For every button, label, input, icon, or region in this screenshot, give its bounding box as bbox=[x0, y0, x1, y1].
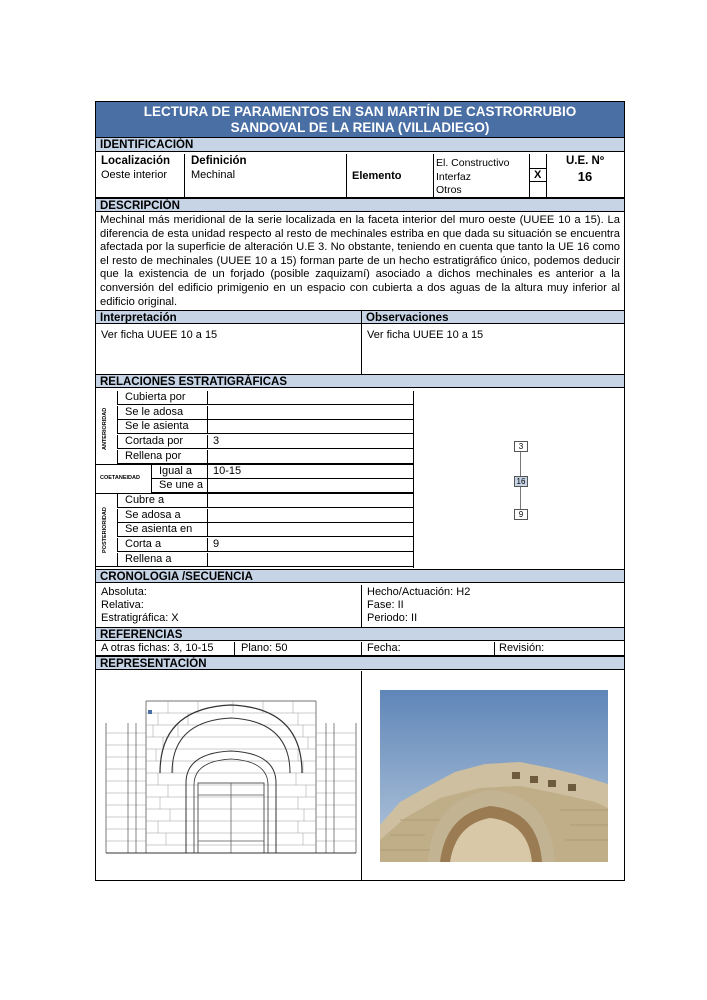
option-constructivo: El. Constructivo bbox=[436, 157, 510, 169]
plano: Plano: 50 bbox=[241, 642, 288, 654]
fecha: Fecha: bbox=[367, 642, 401, 654]
representacion-area bbox=[96, 671, 624, 880]
relation-label: Corta a bbox=[125, 538, 162, 550]
cronologia-row bbox=[96, 585, 624, 627]
otras-fichas: A otras fichas: 3, 10-15 bbox=[101, 642, 214, 654]
relation-label: Se le asienta bbox=[125, 420, 189, 433]
relation-group-label: ANTERIORIDAD bbox=[102, 407, 108, 450]
observaciones-value: Ver ficha UUEE 10 a 15 bbox=[367, 329, 484, 341]
relation-value: 3 bbox=[213, 435, 220, 448]
option-interfaz: Interfaz bbox=[436, 171, 472, 183]
relation-label: Se asienta en bbox=[125, 523, 193, 536]
revision: Revisión: bbox=[499, 642, 545, 654]
sequence-node: 3 bbox=[514, 441, 528, 452]
relation-value: 9 bbox=[213, 538, 220, 550]
descripcion-text: Mechinal más meridional de la serie localizada en la faceta interior del muro oeste (UUEE 10 a 15). La diferencia de esta unidad respecto al resto de mechinales estriba en que dada su situación se encuentra afectada por la superficie de alteración U.E 3. No obstante, teniendo en cuenta que tanto la UE 16 como el resto de mechinales (UUEE 10 a 15) forman parte de un hecho estratigráfico único, podemos deducir que la existencia de un forjado (posible zaquizamí) asociado a dichos mechinales es anterior a la conversión del edificio primigenio en un espacio con cubierta a dos aguas de la altura muy inferior al edificio original. bbox=[100, 214, 620, 308]
relation-row bbox=[117, 435, 414, 449]
absoluta-label: Absoluta: bbox=[101, 586, 147, 598]
localizacion-value: Oeste interior bbox=[101, 169, 168, 181]
interpretacion-label: Interpretación bbox=[100, 312, 177, 324]
relation-label: Rellena a bbox=[125, 552, 172, 565]
relation-row bbox=[151, 479, 414, 493]
option-otros: Otros bbox=[436, 184, 462, 196]
sheet-title bbox=[96, 102, 624, 138]
relation-row bbox=[117, 509, 414, 523]
interpretacion-row bbox=[96, 326, 624, 374]
relaciones-table bbox=[96, 391, 414, 568]
record-sheet bbox=[95, 101, 625, 881]
relation-row bbox=[117, 538, 414, 552]
relation-row bbox=[117, 406, 414, 420]
relation-label: Se le adosa bbox=[125, 405, 184, 418]
relation-label: Igual a bbox=[159, 464, 193, 477]
relation-label: Rellena por bbox=[125, 449, 182, 462]
relation-label: Cubierta por bbox=[125, 391, 186, 403]
section-descripcion: DESCRIPCIÓN bbox=[96, 198, 624, 212]
elemento-label: Elemento bbox=[352, 170, 402, 182]
section-referencias: REFERENCIAS bbox=[96, 627, 624, 641]
relation-group-label: COETANEIDAD bbox=[100, 474, 140, 481]
interfaz-mark: X bbox=[534, 169, 542, 181]
relativa-label: Relativa: bbox=[101, 599, 144, 611]
ue-value: 16 bbox=[577, 169, 593, 184]
relation-row bbox=[117, 523, 414, 537]
fase-label: Fase: II bbox=[367, 599, 404, 611]
observaciones-label: Observaciones bbox=[366, 312, 449, 324]
relation-label: Cubre a bbox=[125, 493, 165, 506]
section-relaciones: RELACIONES ESTRATIGRÁFICAS bbox=[96, 374, 624, 388]
relation-row bbox=[117, 494, 414, 508]
relation-value: 10-15 bbox=[213, 464, 242, 477]
definicion-label: Definición bbox=[191, 155, 247, 167]
relation-label: Se adosa a bbox=[125, 508, 181, 521]
relation-row bbox=[117, 553, 414, 567]
sequence-node: 16 bbox=[514, 476, 528, 487]
relation-row bbox=[117, 391, 414, 405]
section-representacion: REPRESENTACIÓN bbox=[96, 656, 624, 670]
localizacion-label: Localización bbox=[101, 155, 171, 167]
sequence-node: 9 bbox=[514, 509, 528, 520]
relation-row bbox=[151, 465, 414, 479]
referencias-row bbox=[96, 642, 624, 656]
ue-label: U.E. Nº bbox=[565, 155, 605, 167]
site-photo bbox=[380, 690, 608, 862]
periodo-label: Periodo: II bbox=[367, 612, 418, 624]
relation-group-label: POSTERIORIDAD bbox=[102, 506, 108, 553]
section-cronologia: CRONOLOGIA /SECUENCIA bbox=[96, 569, 624, 583]
relation-row bbox=[117, 420, 414, 434]
section-interpretacion bbox=[96, 310, 624, 324]
definicion-value: Mechinal bbox=[191, 169, 236, 181]
estratigrafica-label: Estratigráfica: X bbox=[101, 612, 179, 624]
title-line-2: SANDOVAL DE LA REINA (VILLADIEGO) bbox=[230, 120, 490, 135]
interpretacion-value: Ver ficha UUEE 10 a 15 bbox=[101, 329, 218, 341]
relation-label: Se une a bbox=[159, 479, 204, 492]
title-line-1: LECTURA DE PARAMENTOS EN SAN MARTÍN DE CASTRORRUBIO bbox=[143, 104, 577, 119]
relation-label: Cortada por bbox=[125, 435, 184, 448]
elevation-drawing bbox=[98, 673, 360, 878]
sequence-diagram bbox=[414, 391, 624, 568]
relation-row bbox=[117, 450, 414, 464]
section-identificacion: IDENTIFICACIÓN bbox=[96, 138, 624, 152]
hecho-label: Hecho/Actuación: H2 bbox=[367, 586, 471, 598]
identificacion-row bbox=[96, 154, 624, 198]
